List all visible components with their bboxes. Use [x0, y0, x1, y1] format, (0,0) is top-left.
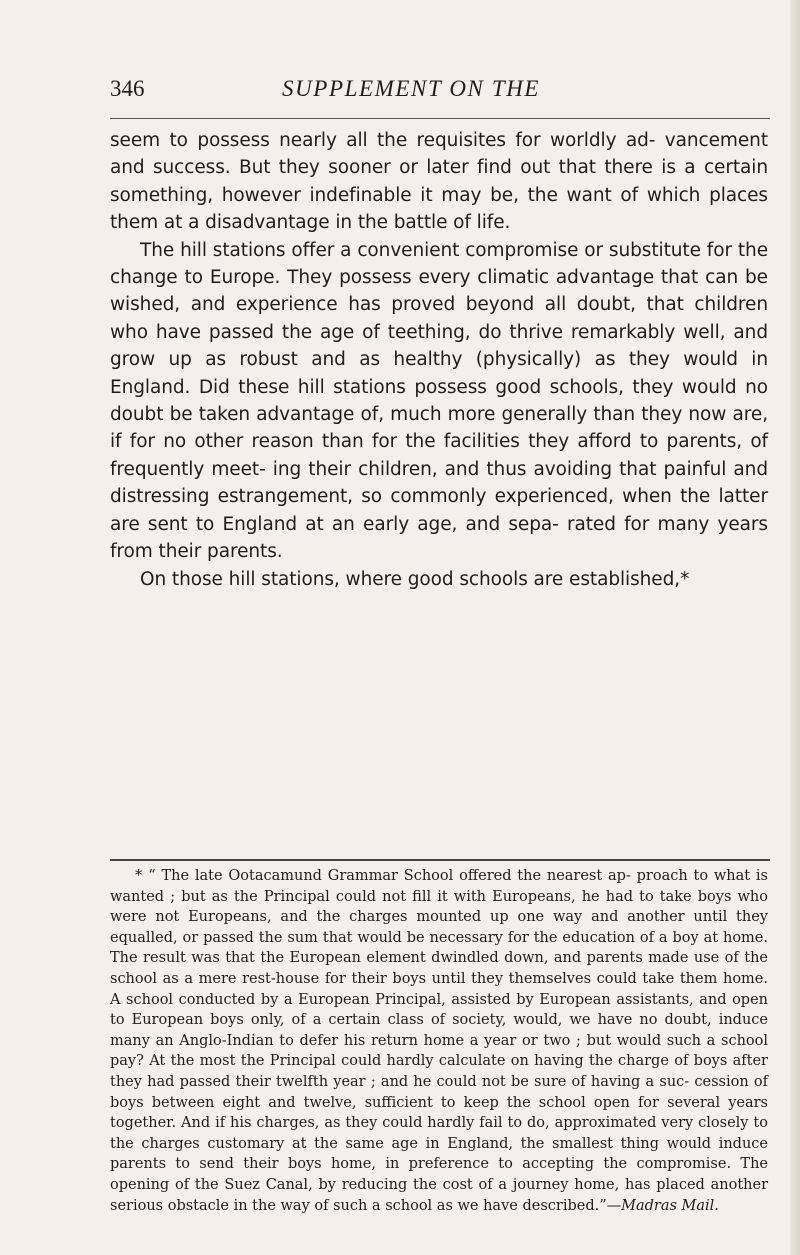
main-text [110, 127, 768, 593]
footnote-text: “ The late Ootacamund Grammar School offered the nearest ap- proach to what is wanted ; but as the Principal could not fill it with Europeans, he had to take boys who were not Europeans, and the charges mounted up one way and another until they equalled, or passed the sum that would be necessary for the education of a boy at home. The result was that the European element dwindled down, and parents made use of the school as a mere rest-house for their boys until they themselves could take them home. A school conducted by a European Principal, assisted by European assistants, and open to European boys only, of a certain class of society, would, we have no doubt, induce many an Anglo-Indian to defer his return home a year or two ; but would such a school pay? At the most the Principal could hardly calculate on having the charge of boys after they had passed their twelfth year ; and he could not be sure of having a suc- cession of boys between eight and twelve, sufficient to keep the school open for several years together. And if his charges, as they could hardly fail to do, approximated very closely to the charges customary at the same age in England, the smallest thing would induce parents to send their boys home, in preference to accepting the compromise. The opening of the Suez Canal, by reducing the cost of a journey home, has placed another serious obstacle in the way of such a school as we have described.”— [110, 868, 768, 1214]
footnote-rule [110, 859, 770, 861]
footnote-paragraph [110, 866, 768, 1216]
paragraph-schools: On those hill stations, where good schools are established,* [140, 568, 690, 590]
footnote-source: Madras Mail. [621, 1197, 719, 1214]
footnote [110, 866, 768, 1216]
paragraph-continued: seem to possess nearly all the requisites for worldly ad- vancement and success. But they sooner or later find out that there is a certain something, however indefinable it may be, the want of which places them at a disadvantage in the battle of life. [110, 130, 768, 234]
page-edge-shadow [790, 0, 800, 1255]
header-rule [110, 118, 770, 119]
page-number: 346 [110, 76, 145, 101]
page-header [110, 76, 770, 106]
footnote-mark: * [135, 868, 143, 884]
paragraph-hill-stations: The hill stations offer a convenient compromise or substitute for the change to Europe. They possess every climatic advantage that can be wished, and experience has proved beyond all doubt, that children who have passed the age of teething, do thrive remarkably well, and grow up as robust and as healthy (physically) as they would in England. Did these hill stations possess good schools, they would no doubt be taken advantage of, much more generally than they now are, if for no other reason than for the facilities they afford to parents, of frequently meet- ing their children, and thus avoiding that painful and distressing estrangement, so commonly experienced, when the latter are sent to England at an early age, and sepa- rated for many years from their parents. [110, 239, 768, 563]
running-head: SUPPLEMENT ON THE [282, 76, 541, 101]
